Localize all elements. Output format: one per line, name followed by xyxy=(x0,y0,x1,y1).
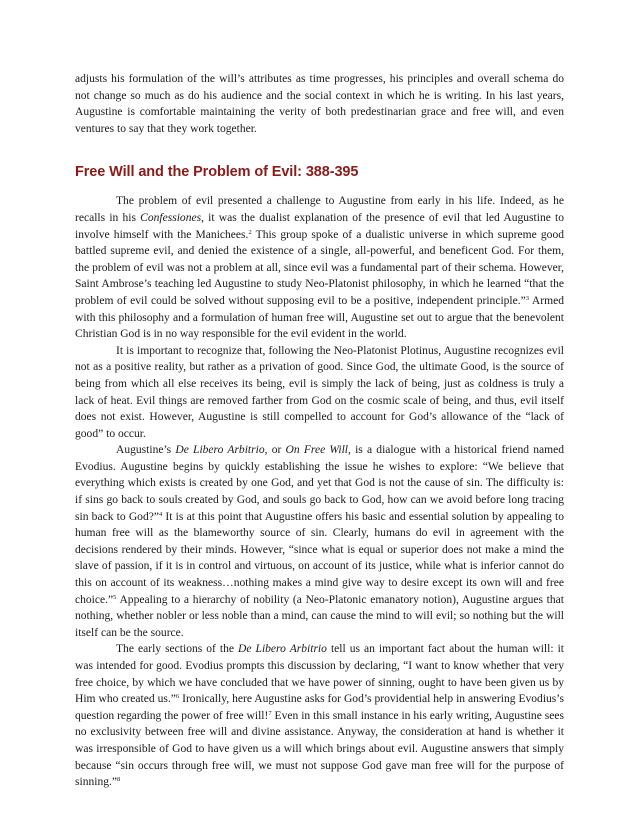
footnote-marker: 3 xyxy=(525,294,530,302)
footnote-marker: 5 xyxy=(113,593,117,601)
text-run: tell us an important fact about the human will: it was intended for good. Evodius prompts this discussion by declaring, “I want to know whether that very free choice, by which we have concluded that we have power of sinning, ought to have been given us by Him who created us.” xyxy=(75,643,564,706)
text-run: The problem of evil presented a challenge to Augustine from early in his life. Indeed, as he recalls in his xyxy=(75,195,564,224)
section-heading: Free Will and the Problem of Evil: 388-395 xyxy=(75,164,359,181)
text-run: Even in this small instance in his early writing, Augustine sees no exclusivity between free will and divine assistance. Anyway, the consideration at hand is whether it was irresponsible of God to have given us a will which brings about evil. Augustine answers that simply because “sin occurs through free will, we must not suppose God gave man free will for the purpose of sinning.” xyxy=(75,709,564,789)
text-run: This group spoke of a dualistic universe in which supreme good battled supreme evil, and denied the existence of a single, all-powerful, and beneficent God. For them, the problem of evil was not a problem at all, since evil was a fundamental part of their schema. However, Saint Ambrose’s teaching led Augustine to study Neo-Platonist philosophy, in which he learned “that the problem of evil could be solved without supposing evil to be a positive, independent principle.” xyxy=(75,228,564,307)
text-run: Appealing to a hierarchy of nobility (a Neo-Platonic emanatory notion), Augustine argues that nothing, whether nobler or less noble than a mind, can cause the mind to will evil; so nothing but the will itself can be the source. xyxy=(75,593,564,639)
footnote-marker: 2 xyxy=(248,228,252,236)
text-run: Ironically, here Augustine asks for God’s providential help in answering Evodius’s question regarding the power of free will! xyxy=(75,693,565,722)
text-run: Augustine’s xyxy=(116,444,176,457)
work-title: On Free Will xyxy=(285,444,348,457)
text-run: The early sections of the xyxy=(116,643,239,656)
paragraph-privation-of-good: It is important to recognize that, following the Neo-Platonist Plotinus, Augustine recognizes evil not as a positive reality, but rather as a privation of good. Since God, the ultimate Good, is the source of being from which all else receives its being, evil is simply the lack of being, just as coldness is truly a lack of heat. Evil things are removed farther from God on the cosmic scale of being, and thus, evil itself does not exist. However, Augustine is still compelled to account for God’s allowance of the “lack of good” to occur. xyxy=(75,344,564,440)
document-page xyxy=(75,0,564,791)
work-title: Confessiones xyxy=(140,211,202,224)
footnote-marker: 6 xyxy=(175,693,180,701)
footnote-marker: 4 xyxy=(158,510,163,518)
text-run: It is at this point that Augustine offers his basic and essential solution by appealing to human free will as the blameworthy source of sin. Clearly, humans do evil in agreement with the decisions rendered by their minds. However, “since what is equal or superior does not make a mind the slave of passion, if it is in control and virtuous, on account of its justice, while what is inferior cannot do this on account of its weakness…nothing makes a mind give way to desire except its own will and free choice.” xyxy=(75,510,564,606)
intro-paragraph: adjusts his formulation of the will’s attributes as time progresses, his principles and overall schema do not change so much as do his audience and the social context in which he is writing. In his last years, Augustine is comfortable maintaining the verity of both predestinarian grace and free will, and even ventures to say that they work together. xyxy=(75,73,564,135)
paragraph-de-libero-arbitrio xyxy=(75,442,564,641)
footnote-marker: 7 xyxy=(268,709,272,717)
work-title: De Libero Arbitrio xyxy=(238,643,327,656)
paragraph-will-intended-for-good xyxy=(75,641,564,790)
text-run: , is a dialogue with a historical friend named Evodius. Augustine begins by quickly establishing the issue he wishes to explore: “We believe that everything which exists is created by one God, and yet that God is not the cause of sin. The difficulty is: if sins go back to souls created by God, and souls go back to God, how can we avoid before long tracing sin back to God?” xyxy=(75,444,565,523)
text-run: , it was the dualist explanation of the presence of evil that led Augustine to involve himself with the Manichees. xyxy=(75,211,565,241)
text-run: Armed with this philosophy and a formulation of human free will, Augustine set out to argue that the benevolent Christian God is in no way responsible for the evil evident in the world. xyxy=(75,294,564,341)
text-run: , or xyxy=(264,444,286,457)
paragraph-problem-of-evil xyxy=(75,193,564,342)
footnote-marker: 8 xyxy=(117,776,121,784)
work-title: De Libero Arbitrio xyxy=(175,444,265,457)
